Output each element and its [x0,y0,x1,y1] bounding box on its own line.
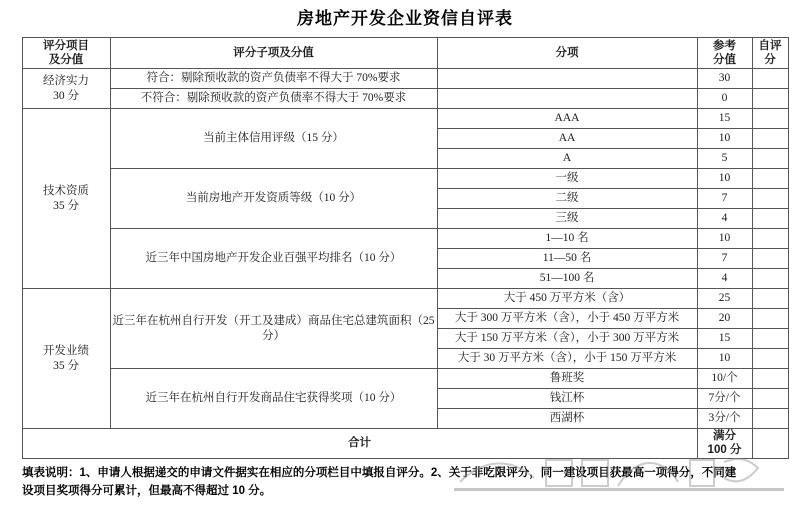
column-header-scoring-item-line2: 及分值 [48,54,84,66]
option-label [437,89,697,109]
option-label: AAA [437,109,697,129]
table-row [22,109,788,129]
total-self-score[interactable] [752,429,788,459]
credit-self-assessment-table [22,37,789,459]
reference-score-cell: 10 [697,169,752,189]
option-label: A [437,149,697,169]
total-label: 合计 [22,429,697,459]
reference-score-cell: 7 [697,189,752,209]
table-row [22,89,788,109]
scoring-group-cell [22,289,110,429]
column-header-reference-score-line2: 分值 [713,54,736,66]
reference-score-cell: 15 [697,329,752,349]
self-score-cell[interactable] [752,349,788,369]
scoring-group-cell [22,69,110,109]
scoring-subitem-label: 近三年中国房地产开发企业百强平均排名（10 分） [110,229,437,289]
reference-score-cell: 3分/个 [697,409,752,429]
column-header-reference-score-line1: 参考 [713,39,736,52]
column-header-reference-score [697,38,752,69]
reference-score-cell: 25 [697,289,752,309]
reference-score-cell: 4 [697,209,752,229]
table-row [22,229,788,249]
column-header-self-score-line2: 分 [764,54,776,66]
option-label: 1—10 名 [437,229,697,249]
option-label [437,69,697,89]
total-row [22,429,788,459]
self-score-cell[interactable] [752,129,788,149]
scoring-subitem-label: 近三年在杭州自行开发（开工及建成）商品住宅总建筑面积（25 分） [110,289,437,369]
column-header-self-score-line1: 自评 [758,39,782,52]
column-header-subitem: 评分子项及分值 [110,38,437,69]
self-score-cell[interactable] [752,389,788,409]
option-label: 一级 [437,169,697,189]
self-score-cell[interactable] [752,309,788,329]
self-score-cell[interactable] [752,69,788,89]
self-score-cell[interactable] [752,109,788,129]
scoring-group-cell [22,109,110,289]
column-header-scoring-item-line1: 评分项目 [43,39,89,52]
scoring-group-score: 35 分 [53,359,79,372]
scoring-subitem-label: 符合：剔除预收款的资产负债率不得大于 70%要求 [110,69,437,89]
table-row [22,169,788,189]
self-score-cell[interactable] [752,369,788,389]
option-label: 大于 300 万平方米（含），小于 450 万平方米 [437,309,697,329]
reference-score-cell: 10 [697,229,752,249]
scoring-group-name: 开发业绩 [43,345,89,358]
scoring-subitem-label: 近三年在杭州自行开发商品住宅获得奖项（10 分） [110,369,437,429]
reference-score-cell: 7 [697,249,752,269]
scoring-group-score: 35 分 [53,199,79,212]
column-header-scoring-item [22,38,110,69]
reference-score-cell: 20 [697,309,752,329]
scoring-subitem-label: 当前房地产开发资质等级（10 分） [110,169,437,229]
option-label: 大于 150 万平方米（含），小于 300 万平方米 [437,329,697,349]
reference-score-cell: 0 [697,89,752,109]
table-row [22,369,788,389]
reference-score-cell: 10 [697,349,752,369]
reference-score-cell: 7分/个 [697,389,752,409]
option-label: 三级 [437,209,697,229]
self-score-cell[interactable] [752,149,788,169]
reference-score-cell: 5 [697,149,752,169]
self-score-cell[interactable] [752,169,788,189]
table-row [22,289,788,309]
scoring-group-score: 30 分 [53,89,79,102]
total-reference-score-line1: 满分 [713,430,736,442]
self-score-cell[interactable] [752,189,788,209]
form-instructions-line1: 填表说明：1、申请人根据递交的申请文件据实在相应的分项栏目中填报自评分。2、关于非吃限评分，同一建设项目获最高一项得分，不同建 [22,466,737,479]
table-footer [22,429,788,459]
reference-score-cell: 10/个 [697,369,752,389]
scoring-subitem-label: 不符合：剔除预收款的资产负债率不得大于 70%要求 [110,89,437,109]
self-score-cell[interactable] [752,329,788,349]
option-label: 11—50 名 [437,249,697,269]
option-label: 大于 450 万平方米（含） [437,289,697,309]
option-label: 51—100 名 [437,269,697,289]
column-header-option: 分项 [437,38,697,69]
form-instructions-line2: 设项目奖项得分可累计，但最高不得超过 10 分。 [22,484,272,497]
option-label: AA [437,129,697,149]
option-label: 鲁班奖 [437,369,697,389]
self-score-cell[interactable] [752,249,788,269]
self-score-cell[interactable] [752,89,788,109]
option-label: 大于 30 万平方米（含），小于 150 万平方米 [437,349,697,369]
option-label: 二级 [437,189,697,209]
reference-score-cell: 10 [697,129,752,149]
form-instructions [22,465,788,501]
self-score-cell[interactable] [752,209,788,229]
reference-score-cell: 30 [697,69,752,89]
total-reference-score-line2: 100 分 [707,444,742,457]
option-label: 钱江杯 [437,389,697,409]
scoring-group-name: 经济实力 [43,75,89,88]
page-title: 房地产开发企业资信自评表 [297,9,513,28]
self-score-cell[interactable] [752,229,788,249]
self-score-cell[interactable] [752,269,788,289]
table-row [22,69,788,89]
table-body [22,69,788,429]
self-score-cell[interactable] [752,409,788,429]
option-label: 西湖杯 [437,409,697,429]
reference-score-cell: 4 [697,269,752,289]
scoring-subitem-label: 当前主体信用评级（15 分） [110,109,437,169]
header-row [22,38,788,69]
reference-score-cell: 15 [697,109,752,129]
total-reference-score [697,429,752,459]
table-header [22,38,788,69]
self-score-cell[interactable] [752,289,788,309]
scoring-group-name: 技术资质 [43,185,89,198]
column-header-self-score [752,38,788,69]
